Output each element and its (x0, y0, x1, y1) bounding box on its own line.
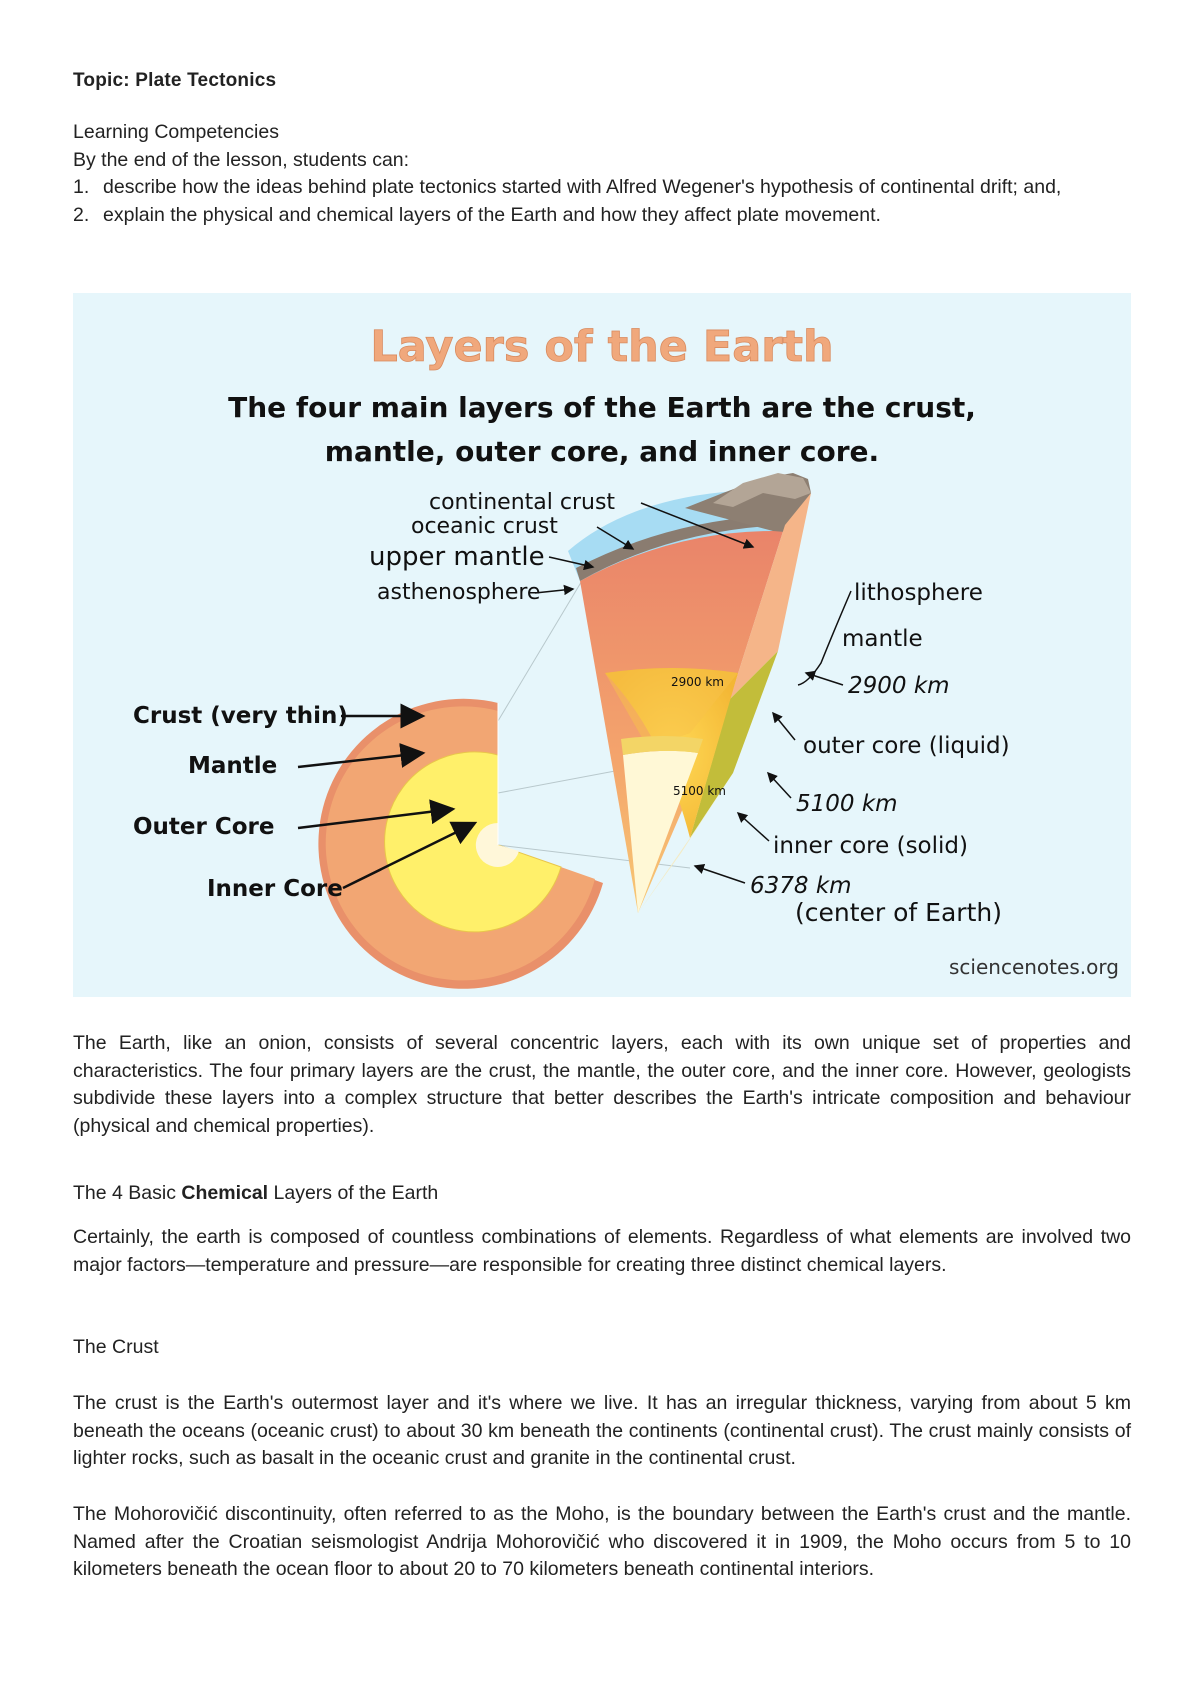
label-continental-crust: continental crust (429, 490, 616, 515)
crust-heading: The Crust (73, 1336, 159, 1358)
figure-subtitle-1: The four main layers of the Earth are the crust, (228, 391, 976, 424)
figure-subtitle-2: mantle, outer core, and inner core. (324, 435, 880, 468)
label-5100-small: 5100 km (673, 784, 726, 798)
list-item: 2. explain the physical and chemical layers of the Earth and how they affect plate movement. (73, 203, 881, 226)
label-asthenosphere: asthenosphere (377, 580, 541, 605)
cross-section-labels (133, 703, 348, 902)
label-2900-small: 2900 km (671, 675, 724, 689)
label-6378-km: 6378 km (750, 873, 852, 899)
label-mantle: mantle (842, 626, 923, 652)
topic-title: Topic: Plate Tectonics (73, 70, 277, 91)
earth-layers-figure (73, 293, 1131, 997)
figure-source: sciencenotes.org (949, 955, 1119, 979)
body-paragraph-1: The Earth, like an onion, consists of several concentric layers, each with its own unique set of properties and characteristics. The four primary layers are the crust, the mantle, the outer core, and the inner core. However, geologists subdivide these layers into a complex structure that better describes the Earth's intricate composition and behaviour (physical and chemical properties). (73, 1032, 1131, 1137)
label-inner-core-left: Inner Core (207, 876, 343, 902)
label-lithosphere: lithosphere (854, 580, 983, 606)
label-outer-core-left: Outer Core (133, 814, 275, 840)
body-paragraph-2: Certainly, the earth is composed of countless combinations of elements. Regardless of what elements are involved two major factors—temperature and pressure—are responsible for creating three distinct chemical layers. (73, 1226, 1131, 1276)
label-mantle-left: Mantle (188, 753, 278, 779)
competencies-heading: Learning Competencies (73, 121, 279, 143)
body-paragraph-4: The Mohorovičić discontinuity, often referred to as the Moho, is the boundary between the Earth's crust and the mantle. Named after the Croatian seismologist Andrija Mohorovičić who discovered it in 1909, the Moho occurs from 5 to 10 kilometers beneath the ocean floor to about 20 to 70 kilometers beneath continental interiors. (73, 1503, 1131, 1580)
page-header (73, 70, 1131, 229)
label-upper-mantle: upper mantle (369, 542, 545, 572)
body-paragraph-3: The crust is the Earth's outermost layer and it's where we live. It has an irregular thickness, varying from about 5 km beneath the oceans (oceanic crust) to about 30 km beneath the continents (continental crust). The crust mainly consists of lighter rocks, such as basalt in the oceanic crust and granite in the continental crust. (73, 1392, 1131, 1469)
chemical-heading: The 4 Basic Chemical Layers of the Earth (73, 1182, 439, 1204)
label-inner-core: inner core (solid) (773, 833, 968, 859)
objectives-list (73, 174, 1131, 229)
earth-layers-diagram (73, 293, 1131, 997)
label-oceanic-crust: oceanic crust (411, 514, 558, 539)
label-center: (center of Earth) (795, 898, 1002, 927)
label-crust-thin: Crust (very thin) (133, 703, 348, 729)
intro-text: By the end of the lesson, students can: (73, 148, 410, 171)
figure-title: Layers of the Earth (370, 322, 834, 372)
label-5100-km: 5100 km (796, 791, 898, 817)
earth-cross-section (318, 699, 603, 989)
label-2900-km: 2900 km (848, 673, 950, 699)
label-outer-core: outer core (liquid) (803, 733, 1010, 759)
list-item: 1. describe how the ideas behind plate tectonics started with Alfred Wegener's hypothesis of continental drift; and, (73, 176, 1062, 198)
